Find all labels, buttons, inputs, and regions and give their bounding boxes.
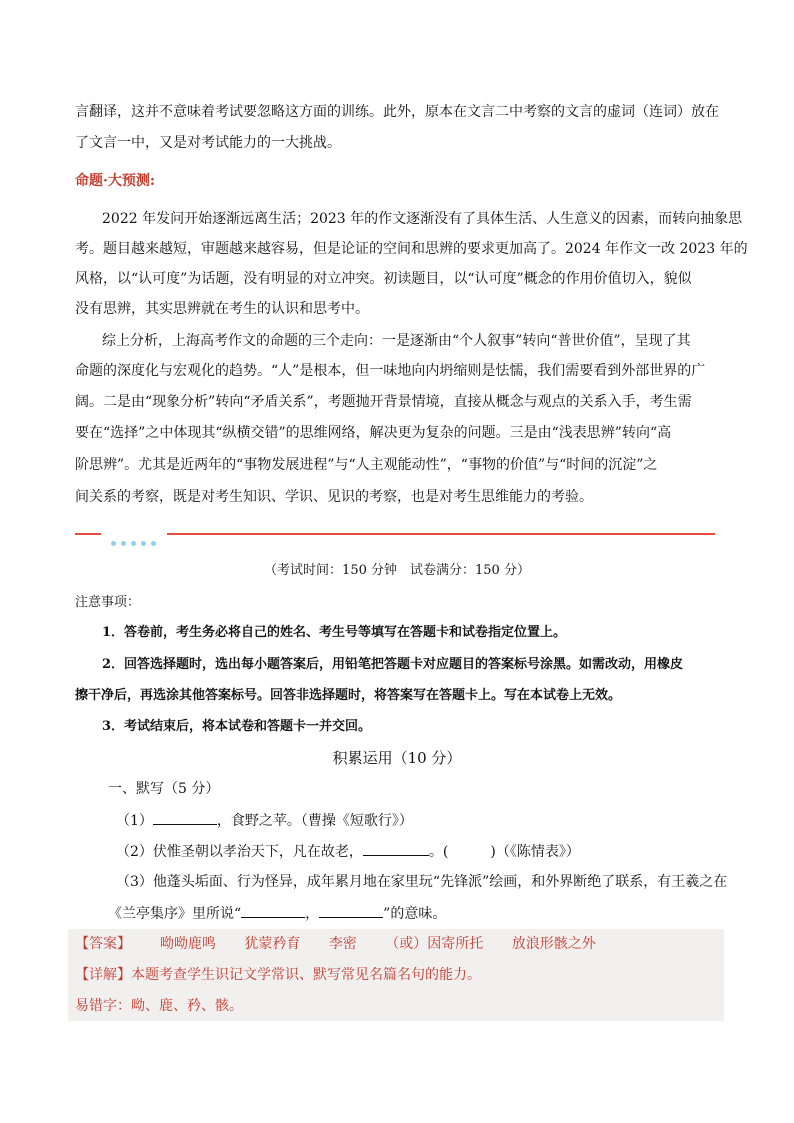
error-line: [75, 997, 243, 1015]
detail-text: 本题考查学生识记文学常识、默写常见名篇名句的能力。: [131, 967, 481, 983]
answer-item-4: （或）因寄所托: [385, 936, 484, 952]
divider-right-segment: [167, 533, 715, 535]
para1-line-3: 风格，以“认可度”为话题，没有明显的对立冲突。初读题目，以“认可度”概念的作用价值切入，貌似: [75, 271, 692, 287]
q1-title: 一、默写（5 分）: [108, 781, 220, 797]
para2-line-1: 综上分析，上海高考作文的命题的三个走向：一是逐渐由“个人叙事”转向“普世价值”，呈现了其: [102, 333, 691, 349]
q1-s3-suffix: ”的意味。: [383, 906, 447, 922]
para2-line-5: 阶思辨”。尤其是近两年的“事物发展进程”与“人主观能动性”，“事物的价值”与“时间的沉淀”之: [75, 457, 658, 473]
q1-s1-prefix: （1）: [116, 813, 153, 829]
divider-left-segment: [75, 533, 101, 535]
para2-line-4: 要在“选择”之中体现其“纵横交错”的思维网络，解决更为复杂的问题。三是由“浅表思辨”转向“高: [75, 425, 672, 441]
para1-line-1: 2022 年发问开始逐渐远离生活；2023 年的作文逐渐没有了具体生活、人生意义的因素，而转向抽象思: [102, 211, 743, 227]
notice-item-2b: 擦干净后，再选涂其他答案标号。回答非选择题时，将答案写在答题卡上。写在本试卷上无效。: [75, 688, 622, 703]
answer-blank-1[interactable]: [153, 811, 217, 825]
q1-s2-prefix: （2）伏惟圣朝以孝治天下，凡在故老，: [116, 844, 363, 860]
divider-dot: [151, 541, 156, 546]
detail-label: 【详解】: [75, 967, 131, 983]
divider-dot: [141, 541, 146, 546]
intro-line-2: 了文言一中，又是对考试能力的一大挑战。: [75, 135, 341, 151]
section-heading-part1: 命题·: [75, 173, 108, 189]
q1-sentence-3-line-2: [108, 904, 758, 923]
divider-dot: [131, 541, 136, 546]
answer-item-2: 犹蒙矜育: [244, 936, 301, 952]
answer-line: [75, 935, 596, 953]
section-heading: [75, 172, 725, 190]
answer-item-5: 放浪形骸之外: [511, 936, 596, 952]
para2-line-3: 阔。二是由“现象分析”转向“矛盾关系”，考题抛开背景情境，直接从概念与观点的关系入手，考生需: [75, 394, 692, 410]
divider-dot: [121, 541, 126, 546]
answer-item-1: 呦呦鹿鸣: [159, 936, 216, 952]
para1-line-4: 没有思辨，其实思辨就在考生的认识和思考中。: [75, 301, 369, 317]
notice-item-2a: 2．回答选择题时，选出每小题答案后，用铅笔把答题卡对应题目的答案标号涂黑。如需改动，用橡皮: [102, 657, 684, 672]
answer-blank-3[interactable]: [241, 904, 305, 918]
q1-s3-prefix: 《兰亭集序》里所说“: [108, 906, 242, 922]
q1-s1-suffix: ，食野之苹。（曹操《短歌行》）: [216, 813, 413, 829]
notice-title: 注意事项：: [75, 595, 141, 610]
q1-s3-mid: ，: [305, 906, 320, 922]
intro-line-1: 言翻译，这并不意味着考试要忽略这方面的训练。此外，原本在文言二中考察的文言的虚词（连词）放在: [75, 104, 719, 120]
section-heading-part2: 大预测:: [107, 173, 156, 189]
answer-item-3: 李密: [328, 936, 357, 952]
error-label: 易错字：: [75, 998, 131, 1014]
notice-item-3: 3．考试结束后，将本试卷和答题卡一并交回。: [102, 719, 372, 734]
error-text: 呦、鹿、矜、骸。: [131, 998, 243, 1014]
exam-info: （考试时间：150 分钟 试卷满分：150 分）: [264, 563, 530, 578]
para2-line-6: 间关系的考察，既是对考生知识、学识、见识的考察，也是对考生思维能力的考验。: [75, 489, 593, 505]
detail-line: [75, 966, 481, 984]
answer-blank-4[interactable]: [319, 904, 383, 918]
q1-sentence-3-line-1: （3）他蓬头垢面、行为怪异，成年累月地在家里玩“先锋派”绘画，和外界断绝了联系，有王羲之在: [116, 874, 728, 890]
section-title: 积累运用（10 分）: [332, 749, 462, 767]
section-divider: [75, 532, 715, 536]
answer-label: 【答案】: [75, 936, 131, 952]
answer-blank-2[interactable]: [363, 842, 429, 856]
q1-sentence-1: [116, 811, 766, 830]
notice-item-1: 1．答卷前，考生务必将自己的姓名、考生号等填写在答题卡和试卷指定位置上。: [102, 625, 567, 640]
para1-line-2: 考。题目越来越短，审题越来越容易，但是论证的空间和思辨的要求更加高了。2024 年作文一改 2023 年的: [75, 241, 748, 257]
q1-s2-suffix: 。( )（《陈情表》）: [428, 844, 580, 860]
q1-sentence-2: [116, 842, 766, 861]
divider-dot: [111, 541, 116, 546]
divider-dots: [111, 531, 161, 537]
para2-line-2: 命题的深度化与宏观化的趋势。“人”是根本，但一味地向内坍缩则是怯懦，我们需要看到外部世界的广: [75, 363, 706, 379]
